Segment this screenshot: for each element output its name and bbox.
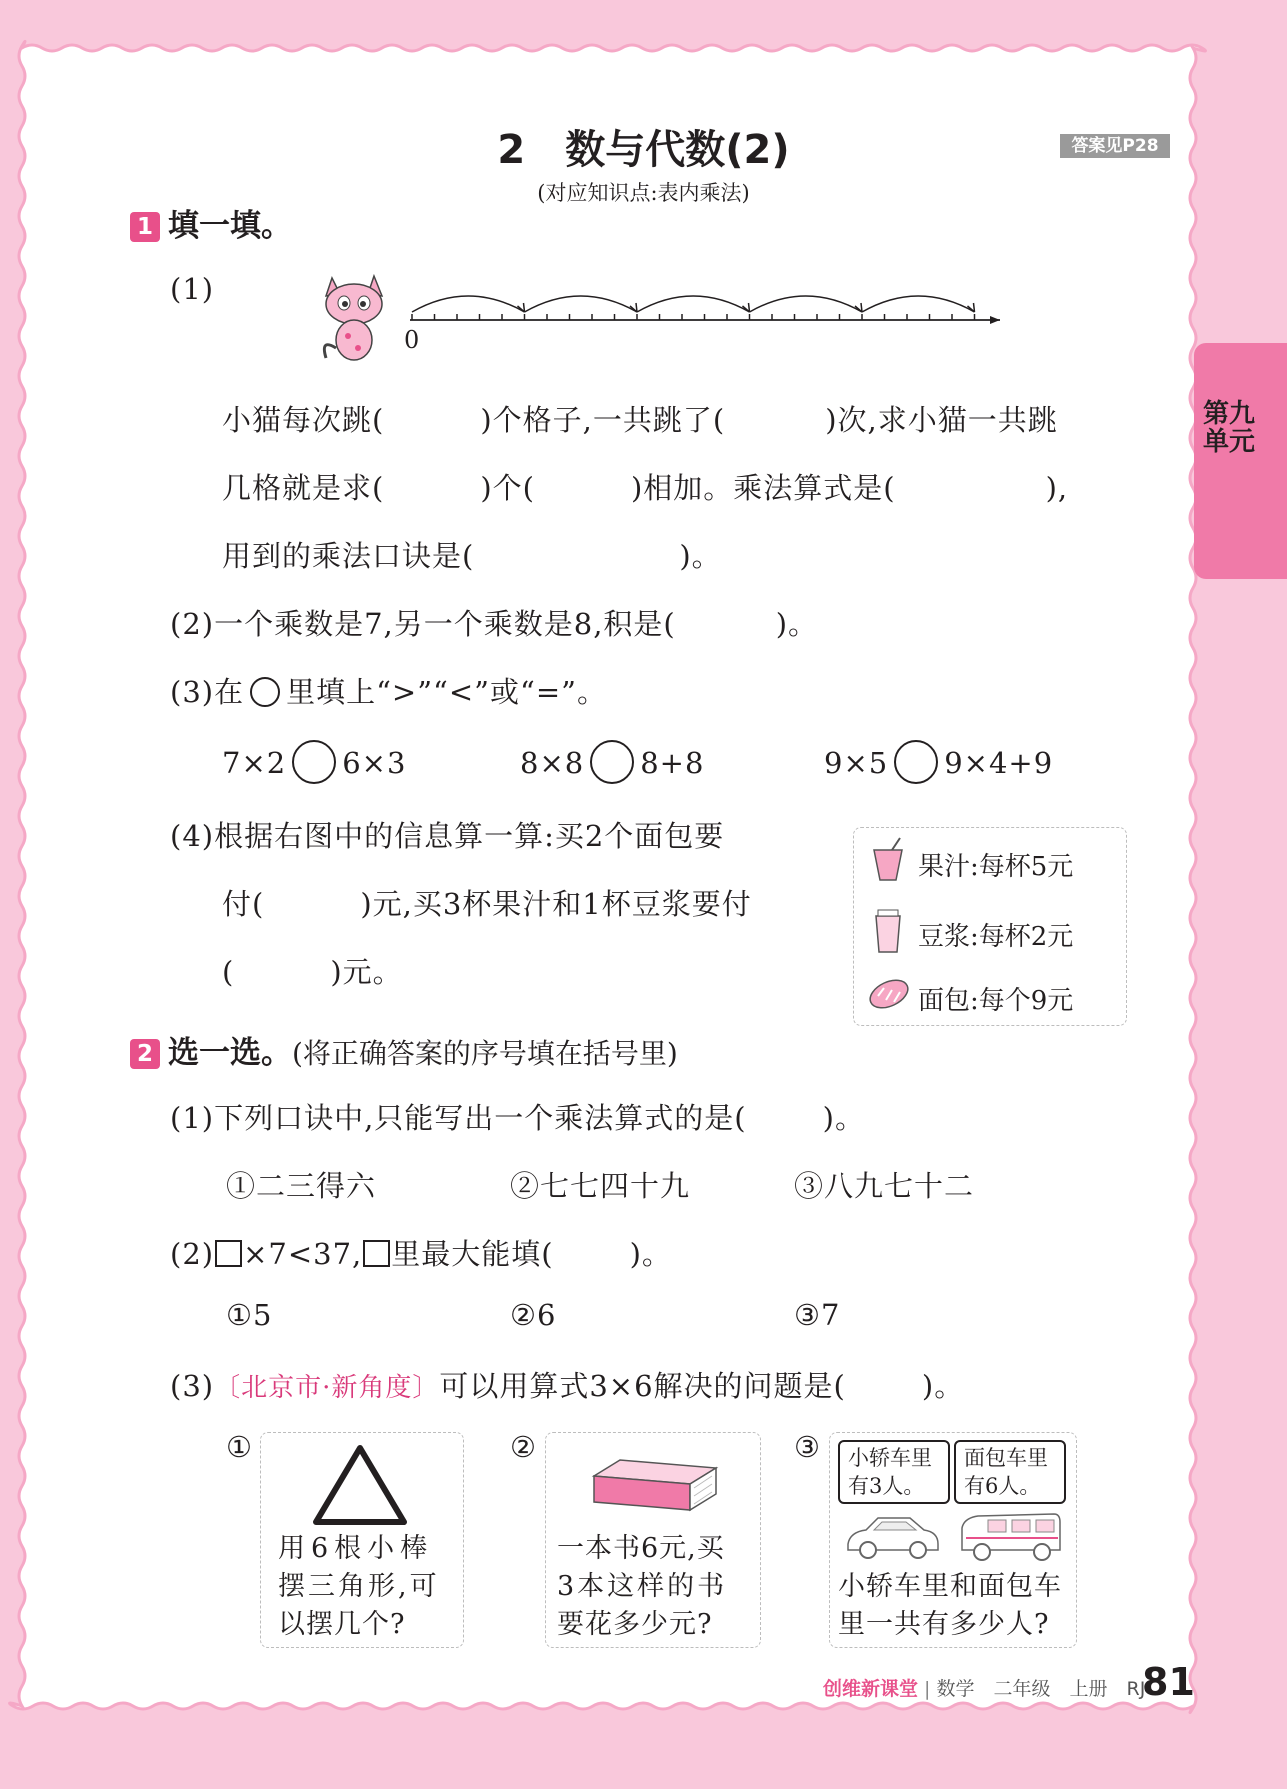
q2-p2-b: ×7<37, [243,1237,363,1271]
q1-p4-line3 [222,950,403,991]
answer-reference-badge: 答案见P28 [1060,134,1170,158]
van-bubble-line-2: 有6人。 [964,1474,1041,1498]
price-bread: 面包:每个9元 [918,986,1074,1016]
unit-side-tab-label: 第九单元 [1202,399,1255,457]
number-line-arrowhead [990,316,1000,324]
car-icon [844,1510,942,1560]
card-3-number[interactable]: ③ [794,1430,821,1464]
book-icon [590,1454,720,1520]
page-subtitle: (对应知识点:表内乘法) [537,181,750,205]
q1-p1-line1-c: )次,求小猫一共跳 [825,403,1058,437]
q1-p4-line3-b: )元。 [330,955,403,989]
q1-p4-line2 [222,882,752,923]
compare-expr-3-right: 9×4+9 [944,746,1054,780]
q2-p3 [170,1364,964,1405]
van-speech-bubble [954,1440,1066,1504]
compare-answer-circle[interactable] [894,740,938,784]
q2-p1 [170,1096,865,1137]
q1-p2 [170,602,818,643]
card-1-text-line-2: 摆三角形,可 [278,1571,440,1602]
q1-heading-text: 填一填。 [168,208,292,244]
square-box-icon [363,1240,390,1267]
q1-p1-line2 [222,466,1068,507]
card-2-text-line-3: 要花多少元? [557,1609,713,1640]
q2-p1-option-1[interactable]: ①二三得六 [226,1169,377,1203]
number-line-jump-arcs [412,296,975,312]
footer-brand: 创维新课堂 [823,1678,919,1700]
footer-info [823,1674,1145,1701]
card-1-text-line-1: 用6根小棒 [278,1533,434,1564]
q1-p1-line3-b: )。 [679,539,722,573]
q1-p3 [170,670,607,711]
number-line-jump-arc [750,296,863,312]
compare-expr-1-left: 7×2 [222,746,287,780]
q1-heading [130,200,292,245]
price-juice: 果汁:每杯5元 [918,852,1074,882]
q1-number-badge: 1 [130,212,160,242]
card-3-text-line-1: 小轿车里和面包车 [838,1571,1062,1602]
q1-p1-line1-b: )个格子,一共跳了( [480,403,726,437]
number-line-jump-arc [862,296,975,312]
q1-p4-line1: (4)根据右图中的信息算一算:买2个面包要 [170,819,725,853]
q2-p3-a: (3) [170,1369,215,1403]
compare-expr-1 [222,740,406,784]
q2-p3-c: )。 [921,1369,965,1403]
kitten-icon [318,268,390,368]
q1-p1-line2-c: )相加。乘法算式是( [630,471,896,505]
car-bubble-line-2: 有3人。 [848,1474,925,1498]
q2-p2-option-1[interactable]: ①5 [226,1298,273,1332]
compare-expr-1-right: 6×3 [342,746,407,780]
compare-expr-2-left: 8×8 [520,746,585,780]
price-soymilk: 豆浆:每杯2元 [918,922,1074,952]
card-2-text-line-1: 一本书6元,买 [557,1533,725,1564]
q1-p2-a: (2)一个乘数是7,另一个乘数是8,积是( [170,607,676,641]
number-line-jump-arc [525,296,638,312]
number-line [400,272,1020,332]
van-icon [958,1506,1064,1562]
bread-icon [866,976,912,1012]
q1-p1-line3 [222,534,722,575]
q2-heading-text: 选一选。 [168,1035,292,1071]
page-number: 81 [1142,1660,1195,1704]
q2-p1-b: )。 [822,1101,865,1135]
q2-p1-a: (1)下列口诀中,只能写出一个乘法算式的是( [170,1101,747,1135]
compare-circle-icon [250,677,280,707]
q1-p1-label: (1) [170,272,215,306]
compare-expr-2 [520,740,704,784]
page-title: 2 数与代数(2) [497,127,790,173]
number-line-jump-arc [412,296,525,312]
q1-p4-line2-a: 付( [222,887,265,921]
q1-p1-line2-d: ), [1045,471,1069,505]
number-line-jump-arc [637,296,750,312]
q2-p3-b: 可以用算式3×6解决的问题是( [439,1369,846,1403]
q2-heading-note: (将正确答案的序号填在括号里) [292,1037,678,1070]
compare-expr-3-left: 9×5 [824,746,889,780]
stick-triangle-icon [310,1442,410,1528]
q2-p2 [170,1232,672,1273]
car-speech-bubble [838,1440,950,1504]
card-3-text-line-2: 里一共有多少人? [838,1609,1050,1640]
q2-p2-option-2[interactable]: ②6 [510,1298,557,1332]
q2-p2-option-3[interactable]: ③7 [794,1298,841,1332]
square-box-icon [215,1240,242,1267]
q1-p4-line3-a: ( [222,955,235,989]
card-1-number[interactable]: ① [226,1430,253,1464]
q2-p2-a: (2) [170,1237,215,1271]
q2-heading [130,1027,678,1072]
q2-p1-option-2[interactable]: ②七七四十九 [510,1169,691,1203]
q1-p1-line1-a: 小猫每次跳( [222,403,385,437]
q1-p3-b: 里填上“>”“<”或“=”。 [286,675,607,709]
compare-expr-2-right: 8+8 [640,746,705,780]
q2-number-badge: 2 [130,1039,160,1069]
footer-divider: | [918,1678,937,1700]
q1-p1-line2-a: 几格就是求( [222,471,385,505]
card-2-number[interactable]: ② [510,1430,537,1464]
compare-expr-3 [824,740,1053,784]
q1-p1-line1 [222,398,1058,439]
compare-answer-circle[interactable] [590,740,634,784]
q2-p2-d: )。 [629,1237,672,1271]
q1-p4-line2-b: )元,买3杯果汁和1杯豆浆要付 [360,887,752,921]
q1-p3-a: (3)在 [170,675,245,709]
compare-answer-circle[interactable] [292,740,336,784]
soymilk-cup-icon [868,906,908,956]
card-2-text-line-2: 3本这样的书 [557,1571,728,1602]
q2-p2-c: 里最大能填( [391,1237,554,1271]
number-line-zero-label: 0 [404,326,420,354]
card-1-text-line-3: 以摆几个? [278,1609,406,1640]
q1-p1-line2-b: )个( [480,471,535,505]
unit-side-tab [1194,343,1287,579]
q1-p1-line3-a: 用到的乘法口诀是( [222,539,475,573]
q2-p3-source-tag: 〔北京市·新角度〕 [214,1373,440,1403]
van-bubble-line-1: 面包车里 [964,1446,1048,1470]
car-bubble-line-1: 小轿车里 [848,1446,932,1470]
q1-p2-b: )。 [775,607,819,641]
footer-meta: 数学 二年级 上册 RJ [936,1678,1146,1700]
q2-p1-option-3[interactable]: ③八九七十二 [794,1169,975,1203]
juice-cup-icon [868,836,908,886]
